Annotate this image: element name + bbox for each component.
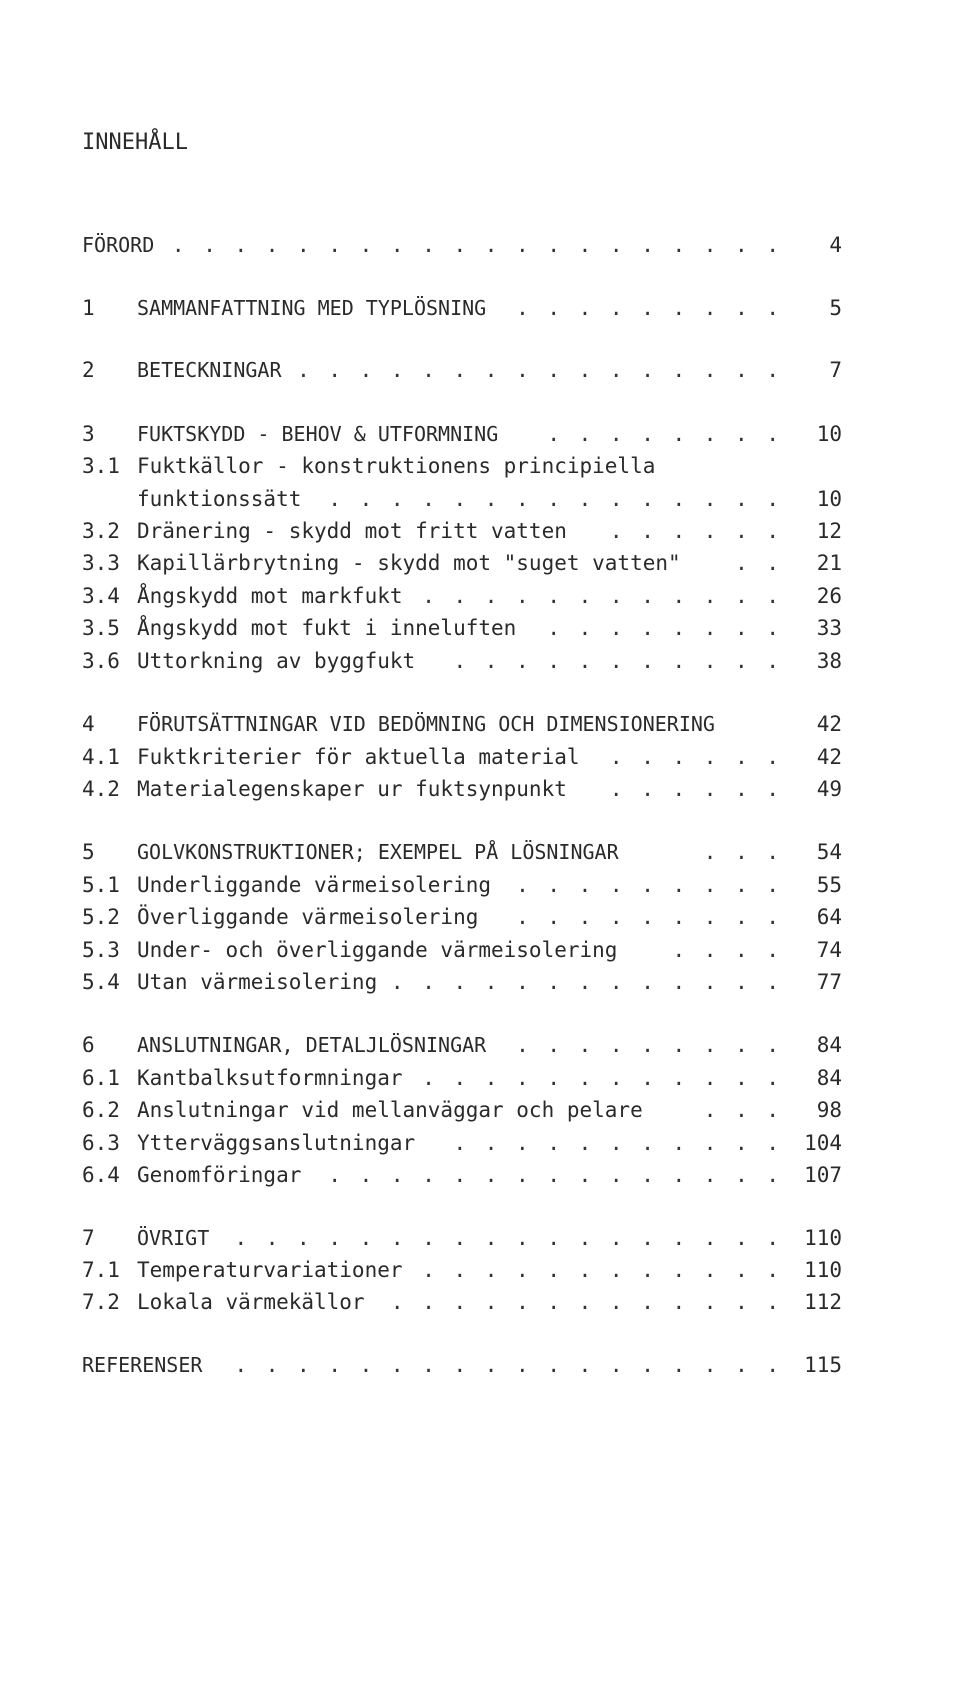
toc-entry-title: Ytterväggsanslutningar bbox=[137, 1131, 416, 1155]
toc-entry bbox=[82, 905, 842, 935]
toc-entry bbox=[82, 616, 842, 646]
toc-entry-leader-dots: . . . . . . . . . . . . bbox=[422, 1066, 782, 1090]
toc-entry-title: Fuktkriterier för aktuella material bbox=[137, 745, 580, 769]
toc-entry-title: Genomföringar bbox=[137, 1163, 302, 1187]
toc-entry-page-number: 104 bbox=[804, 1131, 842, 1155]
toc-entry-title: ANSLUTNINGAR, DETALJLÖSNINGAR bbox=[137, 1033, 487, 1057]
toc-entry bbox=[82, 1066, 842, 1096]
toc-entry-leader-dots: . . . . . . . . . . . . . bbox=[390, 1290, 782, 1314]
toc-entry-title: Underliggande värmeisolering bbox=[137, 873, 492, 897]
toc-entry-number: 7.1 bbox=[82, 1258, 120, 1282]
toc-entry bbox=[82, 233, 842, 263]
toc-entry-number: 1 bbox=[82, 296, 95, 320]
toc-entry-title: Kapillärbrytning - skydd mot "suget vatten" bbox=[137, 551, 681, 575]
toc-entry-title: Dränering - skydd mot fritt vatten bbox=[137, 519, 567, 543]
toc-entry-title: FÖRORD bbox=[82, 233, 155, 257]
toc-entry-title: Lokala värmekällor bbox=[137, 1290, 365, 1314]
toc-entry-page-number: 10 bbox=[816, 422, 842, 446]
toc-entry-page-number: 5 bbox=[829, 296, 842, 320]
toc-entry-page-number: 42 bbox=[816, 745, 842, 769]
toc-entry bbox=[82, 745, 842, 775]
toc-entry-title: Utan värmeisolering bbox=[137, 970, 378, 994]
toc-entry-leader-dots: . . . . . . . . . bbox=[516, 296, 782, 320]
toc-entry-leader-dots: . . . . bbox=[672, 938, 782, 962]
toc-entry-page-number: 12 bbox=[816, 519, 842, 543]
toc-entry-leader-dots: . . . . . . . . . . . . . . . bbox=[328, 487, 782, 511]
toc-entry bbox=[82, 358, 842, 388]
toc-entry bbox=[82, 777, 842, 807]
toc-entry-page-number: 115 bbox=[804, 1353, 842, 1377]
toc-entry-title: GOLVKONSTRUKTIONER; EXEMPEL PÅ LÖSNINGAR bbox=[137, 840, 619, 864]
toc-entry-page-number: 26 bbox=[816, 584, 842, 608]
toc-entry-number: 5.1 bbox=[82, 873, 120, 897]
toc-entry-leader-dots: . . . . . . bbox=[609, 777, 782, 801]
toc-entry-number: 3.6 bbox=[82, 649, 120, 673]
toc-entry-number: 3.5 bbox=[82, 616, 120, 640]
toc-entry-leader-dots: . . . . . . bbox=[609, 745, 782, 769]
toc-entry-page-number: 21 bbox=[816, 551, 842, 575]
toc-entry bbox=[82, 487, 842, 517]
toc-entry-number: 6.2 bbox=[82, 1098, 120, 1122]
toc-entry-leader-dots: . . . . . . . . . . . bbox=[453, 1131, 782, 1155]
toc-entry-number: 4.2 bbox=[82, 777, 120, 801]
toc-entry bbox=[82, 1226, 842, 1256]
toc-entry-title: SAMMANFATTNING MED TYPLÖSNING bbox=[137, 296, 487, 320]
toc-entry-leader-dots: . . bbox=[735, 551, 782, 575]
toc-entry bbox=[82, 1098, 842, 1128]
toc-entry bbox=[82, 873, 842, 903]
toc-entry bbox=[82, 1131, 842, 1161]
toc-entry-page-number: 4 bbox=[829, 233, 842, 257]
toc-entry-number: 5.2 bbox=[82, 905, 120, 929]
toc-entry bbox=[82, 1353, 842, 1383]
toc-entry-leader-dots: . . . . . . . . . . . bbox=[453, 649, 782, 673]
toc-entry-title: Anslutningar vid mellanväggar och pelare bbox=[137, 1098, 643, 1122]
toc-entry-leader-dots: . . . bbox=[703, 1098, 782, 1122]
toc-entry-leader-dots: . . . . . . . . . . . . bbox=[422, 1258, 782, 1282]
toc-entry bbox=[82, 584, 842, 614]
page-title: INNEHÅLL bbox=[82, 130, 188, 155]
toc-entry bbox=[82, 296, 842, 326]
toc-entry-page-number: 49 bbox=[816, 777, 842, 801]
toc-entry-leader-dots: . . . . . . . . bbox=[547, 422, 782, 446]
toc-entry-title: ÖVRIGT bbox=[137, 1226, 210, 1250]
toc-entry bbox=[82, 519, 842, 549]
toc-entry-number: 7.2 bbox=[82, 1290, 120, 1314]
toc-entry-leader-dots: . . . . . . . . . . . . . . . . . . . . bbox=[171, 233, 782, 257]
toc-entry-number: 4.1 bbox=[82, 745, 120, 769]
toc-entry-leader-dots: . . . . . . . . . . . . bbox=[422, 584, 782, 608]
toc-entry-number: 3.3 bbox=[82, 551, 120, 575]
toc-entry-page-number: 98 bbox=[816, 1098, 842, 1122]
toc-entry-page-number: 112 bbox=[804, 1290, 842, 1314]
toc-entry-leader-dots: . . . . . . . . . bbox=[516, 873, 782, 897]
toc-entry bbox=[82, 840, 842, 870]
toc-entry bbox=[82, 938, 842, 968]
toc-entry-leader-dots: . . . . . . . . . . . . . . . . . . bbox=[234, 1226, 782, 1250]
toc-entry-page-number: 42 bbox=[816, 712, 842, 736]
toc-entry-page-number: 110 bbox=[804, 1258, 842, 1282]
toc-entry-page-number: 33 bbox=[816, 616, 842, 640]
toc-entry-number: 3.1 bbox=[82, 454, 120, 478]
toc-entry-number: 3 bbox=[82, 422, 95, 446]
toc-entry-leader-dots: . . . . . . . . . . . . . . . bbox=[328, 1163, 782, 1187]
toc-entry-number: 7 bbox=[82, 1226, 95, 1250]
toc-entry-title: REFERENSER bbox=[82, 1353, 203, 1377]
toc-entry-title: BETECKNINGAR bbox=[137, 358, 282, 382]
toc-entry bbox=[82, 1163, 842, 1193]
toc-entry-number: 5 bbox=[82, 840, 95, 864]
toc-entry-leader-dots: . . . . . . . . . . . . . bbox=[390, 970, 782, 994]
toc-entry-number: 5.4 bbox=[82, 970, 120, 994]
toc-entry-title: FUKTSKYDD - BEHOV & UTFORMNING bbox=[137, 422, 499, 446]
toc-entry-leader-dots: . . . . . . . . bbox=[547, 616, 782, 640]
toc-entry-number: 5.3 bbox=[82, 938, 120, 962]
toc-entry bbox=[82, 1033, 842, 1063]
toc-entry-number: 3.4 bbox=[82, 584, 120, 608]
toc-entry-page-number: 74 bbox=[816, 938, 842, 962]
toc-entry bbox=[82, 1290, 842, 1320]
toc-entry-leader-dots: . . . . . . . . . . . . . . . . . . bbox=[234, 1353, 782, 1377]
toc-entry-page-number: 110 bbox=[804, 1226, 842, 1250]
toc-entry-leader-dots: . . . . . . bbox=[609, 519, 782, 543]
toc-entry-leader-dots: . . . . . . . . . bbox=[516, 905, 782, 929]
toc-entry-number: 6.3 bbox=[82, 1131, 120, 1155]
toc-entry-leader-dots: . . . . . . . . . . . . . . . . bbox=[297, 358, 782, 382]
toc-entry bbox=[82, 1258, 842, 1288]
toc-entry-number: 6.4 bbox=[82, 1163, 120, 1187]
toc-entry-title: funktionssätt bbox=[137, 487, 302, 511]
toc-entry-page-number: 77 bbox=[816, 970, 842, 994]
toc-entry bbox=[82, 970, 842, 1000]
toc-entry-title: Ångskydd mot markfukt bbox=[137, 584, 403, 608]
toc-entry bbox=[82, 422, 842, 452]
toc-entry-number: 4 bbox=[82, 712, 95, 736]
toc-entry-title: Uttorkning av byggfukt bbox=[137, 649, 416, 673]
toc-entry-page-number: 38 bbox=[816, 649, 842, 673]
toc-entry-number: 6 bbox=[82, 1033, 95, 1057]
toc-entry-title: FÖRUTSÄTTNINGAR VID BEDÖMNING OCH DIMENSIONERING bbox=[137, 712, 715, 736]
toc-entry-page-number: 54 bbox=[816, 840, 842, 864]
toc-entry-leader-dots: . . . . . . . . . bbox=[516, 1033, 782, 1057]
toc-entry-title: Temperaturvariationer bbox=[137, 1258, 403, 1282]
toc-entry-title: Kantbalksutformningar bbox=[137, 1066, 403, 1090]
toc-entry-number: 6.1 bbox=[82, 1066, 120, 1090]
toc-entry-page-number: 84 bbox=[816, 1066, 842, 1090]
toc-entry bbox=[82, 551, 842, 581]
toc-entry bbox=[82, 649, 842, 679]
toc-entry-page-number: 64 bbox=[816, 905, 842, 929]
toc-entry-title: Ångskydd mot fukt i inneluften bbox=[137, 616, 517, 640]
toc-entry-leader-dots: . . . bbox=[703, 840, 782, 864]
toc-entry-page-number: 84 bbox=[816, 1033, 842, 1057]
toc-entry-page-number: 10 bbox=[816, 487, 842, 511]
toc-entry-page-number: 7 bbox=[829, 358, 842, 382]
toc-entry-page-number: 55 bbox=[816, 873, 842, 897]
toc-entry-number: 2 bbox=[82, 358, 95, 382]
toc-entry bbox=[82, 454, 842, 484]
toc-entry-title: Fuktkällor - konstruktionens principiella bbox=[137, 454, 656, 478]
toc-entry-page-number: 107 bbox=[804, 1163, 842, 1187]
toc-entry bbox=[82, 712, 842, 742]
toc-entry-title: Materialegenskaper ur fuktsynpunkt bbox=[137, 777, 567, 801]
toc-entry-title: Under- och överliggande värmeisolering bbox=[137, 938, 618, 962]
toc-entry-title: Överliggande värmeisolering bbox=[137, 905, 479, 929]
toc-entry-number: 3.2 bbox=[82, 519, 120, 543]
